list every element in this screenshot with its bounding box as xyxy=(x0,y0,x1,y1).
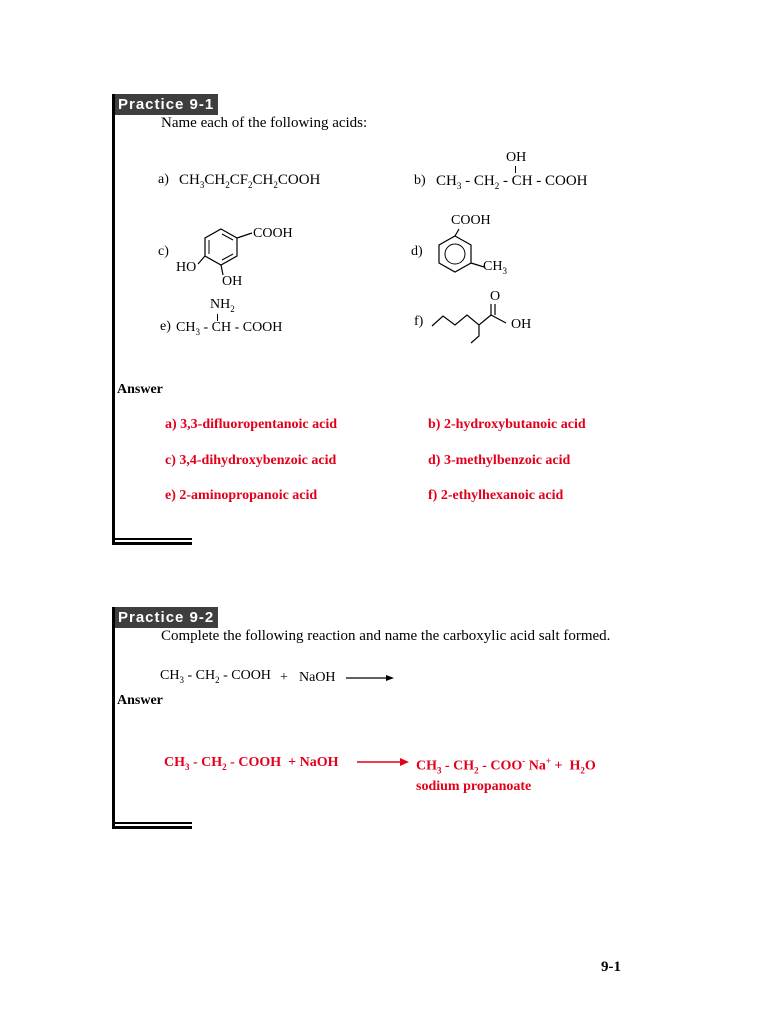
item-a-label: a) xyxy=(158,172,169,187)
practice-9-1-prompt: Name each of the following acids: xyxy=(161,115,368,131)
item-b-formula: $CH_3 - CH_2$ - CH - COOH xyxy=(436,173,588,191)
practice-9-2-answer-heading: Answer xyxy=(117,693,163,708)
item-f-oh: OH xyxy=(511,317,532,332)
item-f-o: O xyxy=(490,289,501,304)
item-a-formula: $CH_3CH_2CF_2CH_2COOH$ xyxy=(179,172,321,190)
item-c-cooh: COOH xyxy=(253,226,293,241)
answer-c: c) 3,4-dihydroxybenzoic acid xyxy=(165,453,337,468)
item-e-label: e) xyxy=(160,319,171,334)
answer-e: e) 2-aminopropanoic acid xyxy=(165,488,318,503)
item-c-oh: OH xyxy=(222,274,243,289)
reaction-reagent: NaOH xyxy=(299,670,336,685)
item-d-cooh: COOH xyxy=(451,213,491,228)
item-b-label: b) xyxy=(414,173,426,188)
item-b-oh: OH xyxy=(506,150,527,165)
reaction-plus: + xyxy=(280,670,288,685)
answer-equation-left: $CH_3 - CH_2$ - COOH + NaOH xyxy=(164,755,339,772)
item-c-label: c) xyxy=(158,244,169,259)
item-e-formula: $CH_3$ - CH - COOH xyxy=(176,320,283,337)
item-e-nh2: $NH_2$ xyxy=(210,297,235,314)
answer-a: a) 3,3-difluoropentanoic acid xyxy=(165,417,338,432)
answer-f: f) 2-ethylhexanoic acid xyxy=(428,488,564,503)
item-d-label: d) xyxy=(411,244,423,259)
answer-equation-right: $CH_3 - CH_2 - COO^-$ $Na^+ + H_2O$ xyxy=(416,756,596,776)
practice-9-1-answer-heading: Answer xyxy=(117,382,163,397)
practice-9-2-header: Practice 9-2 xyxy=(114,607,218,628)
page-number: 9-1 xyxy=(601,959,621,975)
reaction-reactant: $CH_3 - CH_2$ - COOH xyxy=(160,668,271,685)
answer-b: b) 2-hydroxybutanoic acid xyxy=(428,417,586,432)
answer-salt-name: sodium propanoate xyxy=(416,779,532,794)
item-d-ch3: $CH_3$ xyxy=(483,259,507,276)
practice-9-1-header: Practice 9-1 xyxy=(114,94,218,115)
item-c-ho: HO xyxy=(176,260,197,275)
practice-9-2-prompt: Complete the following reaction and name the carboxylic acid salt formed. xyxy=(161,628,611,644)
answer-d: d) 3-methylbenzoic acid xyxy=(428,453,571,468)
item-f-label: f) xyxy=(414,314,424,329)
